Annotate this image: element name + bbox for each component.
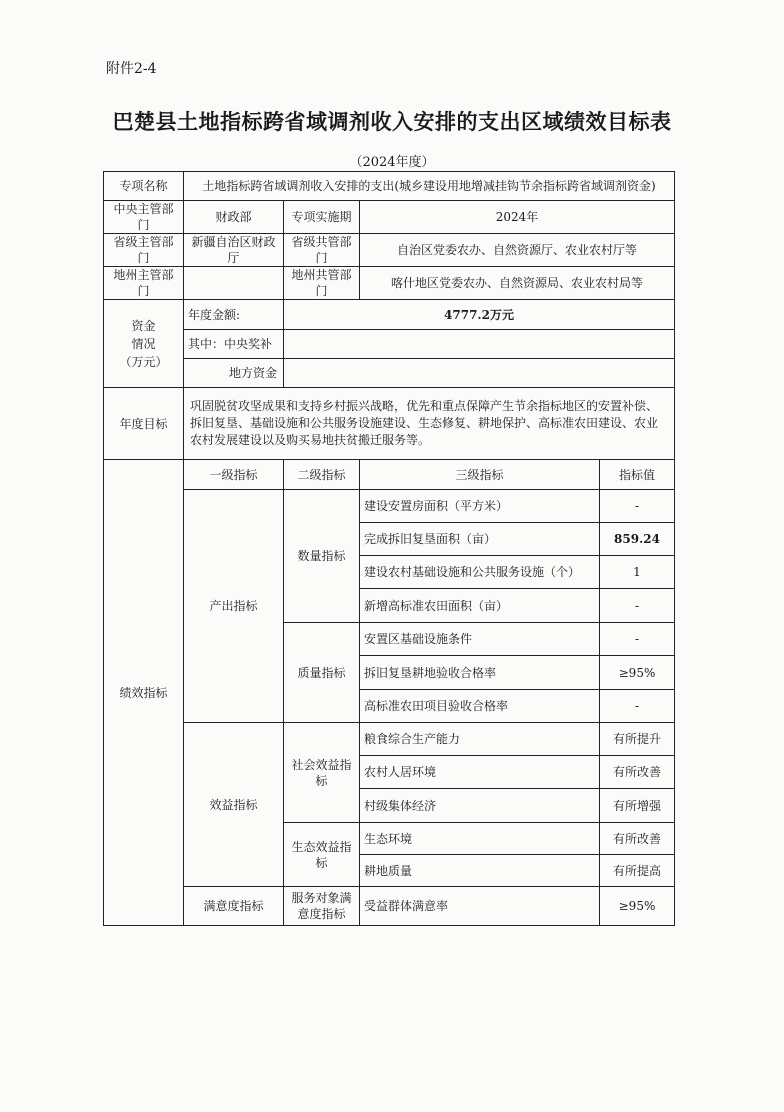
indicator-name: 生态环境 — [360, 823, 600, 855]
prov-dept-label: 省级主管部门 — [104, 234, 184, 267]
indicator-value: - — [600, 690, 675, 723]
indicator-name: 建设农村基础设施和公共服务设施（个） — [360, 556, 600, 589]
eco-benefit-label: 生态效益指标 — [284, 823, 360, 887]
quality-indicators-label: 质量指标 — [284, 623, 360, 723]
project-name-value: 土地指标跨省域调剂收入安排的支出(城乡建设用地增减挂钩节余指标跨省域调剂资金) — [184, 172, 675, 201]
indicator-name: 建设安置房面积（平方米） — [360, 490, 600, 523]
local-funds-value — [284, 359, 675, 388]
header-level1: 一级指标 — [184, 460, 284, 490]
indicator-value: 1 — [600, 556, 675, 589]
indicator-name: 完成拆旧复垦面积（亩） — [360, 523, 600, 556]
central-subsidy-value — [284, 330, 675, 359]
indicator-name: 农村人居环境 — [360, 756, 600, 789]
pref-dept-value — [184, 267, 284, 300]
prov-co-label: 省级共管部门 — [284, 234, 360, 267]
prov-co-value: 自治区党委农办、自然资源厅、农业农村厅等 — [360, 234, 675, 267]
header-level2: 二级指标 — [284, 460, 360, 490]
indicator-value: ≥95% — [600, 656, 675, 690]
indicator-value: 有所提升 — [600, 723, 675, 756]
annual-amount-value: 4777.2万元 — [284, 300, 675, 330]
indicator-name: 受益群体满意率 — [360, 887, 600, 926]
indicator-value: ≥95% — [600, 887, 675, 926]
annual-amount-label: 年度金额: — [184, 300, 284, 330]
indicator-name: 新增高标准农田面积（亩） — [360, 589, 600, 623]
indicator-value: 有所改善 — [600, 823, 675, 855]
page-title: 巴楚县土地指标跨省域调剂收入安排的支出区域绩效目标表 — [112, 110, 672, 134]
indicator-value: - — [600, 623, 675, 656]
indicator-name: 村级集体经济 — [360, 789, 600, 823]
indicator-value: - — [600, 589, 675, 623]
indicator-value: 有所提高 — [600, 855, 675, 887]
pref-co-value: 喀什地区党委农办、自然资源局、农业农村局等 — [360, 267, 675, 300]
pref-dept-label: 地州主管部门 — [104, 267, 184, 300]
period-value: 2024年 — [360, 201, 675, 234]
indicator-name: 耕地质量 — [360, 855, 600, 887]
indicator-value: - — [600, 490, 675, 523]
attachment-number: 附件2-4 — [106, 61, 157, 77]
benefit-indicators-label: 效益指标 — [184, 723, 284, 887]
header-level3: 三级指标 — [360, 460, 600, 490]
funds-label: 资金 情况 （万元） — [104, 300, 184, 388]
indicator-value: 859.24 — [600, 523, 675, 556]
service-satisfaction-label: 服务对象满意度指标 — [284, 887, 360, 926]
performance-indicators-label: 绩效指标 — [104, 460, 184, 926]
pref-co-label: 地州共管部门 — [284, 267, 360, 300]
indicator-value: 有所改善 — [600, 756, 675, 789]
indicator-name: 高标准农田项目验收合格率 — [360, 690, 600, 723]
output-indicators-label: 产出指标 — [184, 490, 284, 723]
prov-dept-value: 新疆自治区财政厅 — [184, 234, 284, 267]
year-subtitle: （2024年度） — [349, 155, 435, 170]
central-dept-value: 财政部 — [184, 201, 284, 234]
annual-goal-label: 年度目标 — [104, 388, 184, 460]
local-funds-label: 地方资金 — [184, 359, 284, 388]
annual-goal-text: 巩固脱贫攻坚成果和支持乡村振兴战略，优先和重点保障产生节余指标地区的安置补偿、拆旧复垦、基础设施和公共服务设施建设、生态修复、耕地保护、高标准农田建设、农业农村发展建设以及购买易地扶贫搬迁服务等。 — [184, 388, 675, 460]
quantity-indicators-label: 数量指标 — [284, 490, 360, 623]
central-subsidy-label: 其中：中央奖补 — [184, 330, 284, 359]
social-benefit-label: 社会效益指标 — [284, 723, 360, 823]
performance-target-table — [103, 171, 675, 926]
indicator-name: 拆旧复垦耕地验收合格率 — [360, 656, 600, 690]
indicator-name: 粮食综合生产能力 — [360, 723, 600, 756]
indicator-value: 有所增强 — [600, 789, 675, 823]
header-value: 指标值 — [600, 460, 675, 490]
satisfaction-indicators-label: 满意度指标 — [184, 887, 284, 926]
indicator-name: 安置区基础设施条件 — [360, 623, 600, 656]
period-label: 专项实施期 — [284, 201, 360, 234]
project-name-label: 专项名称 — [104, 172, 184, 201]
central-dept-label: 中央主管部门 — [104, 201, 184, 234]
